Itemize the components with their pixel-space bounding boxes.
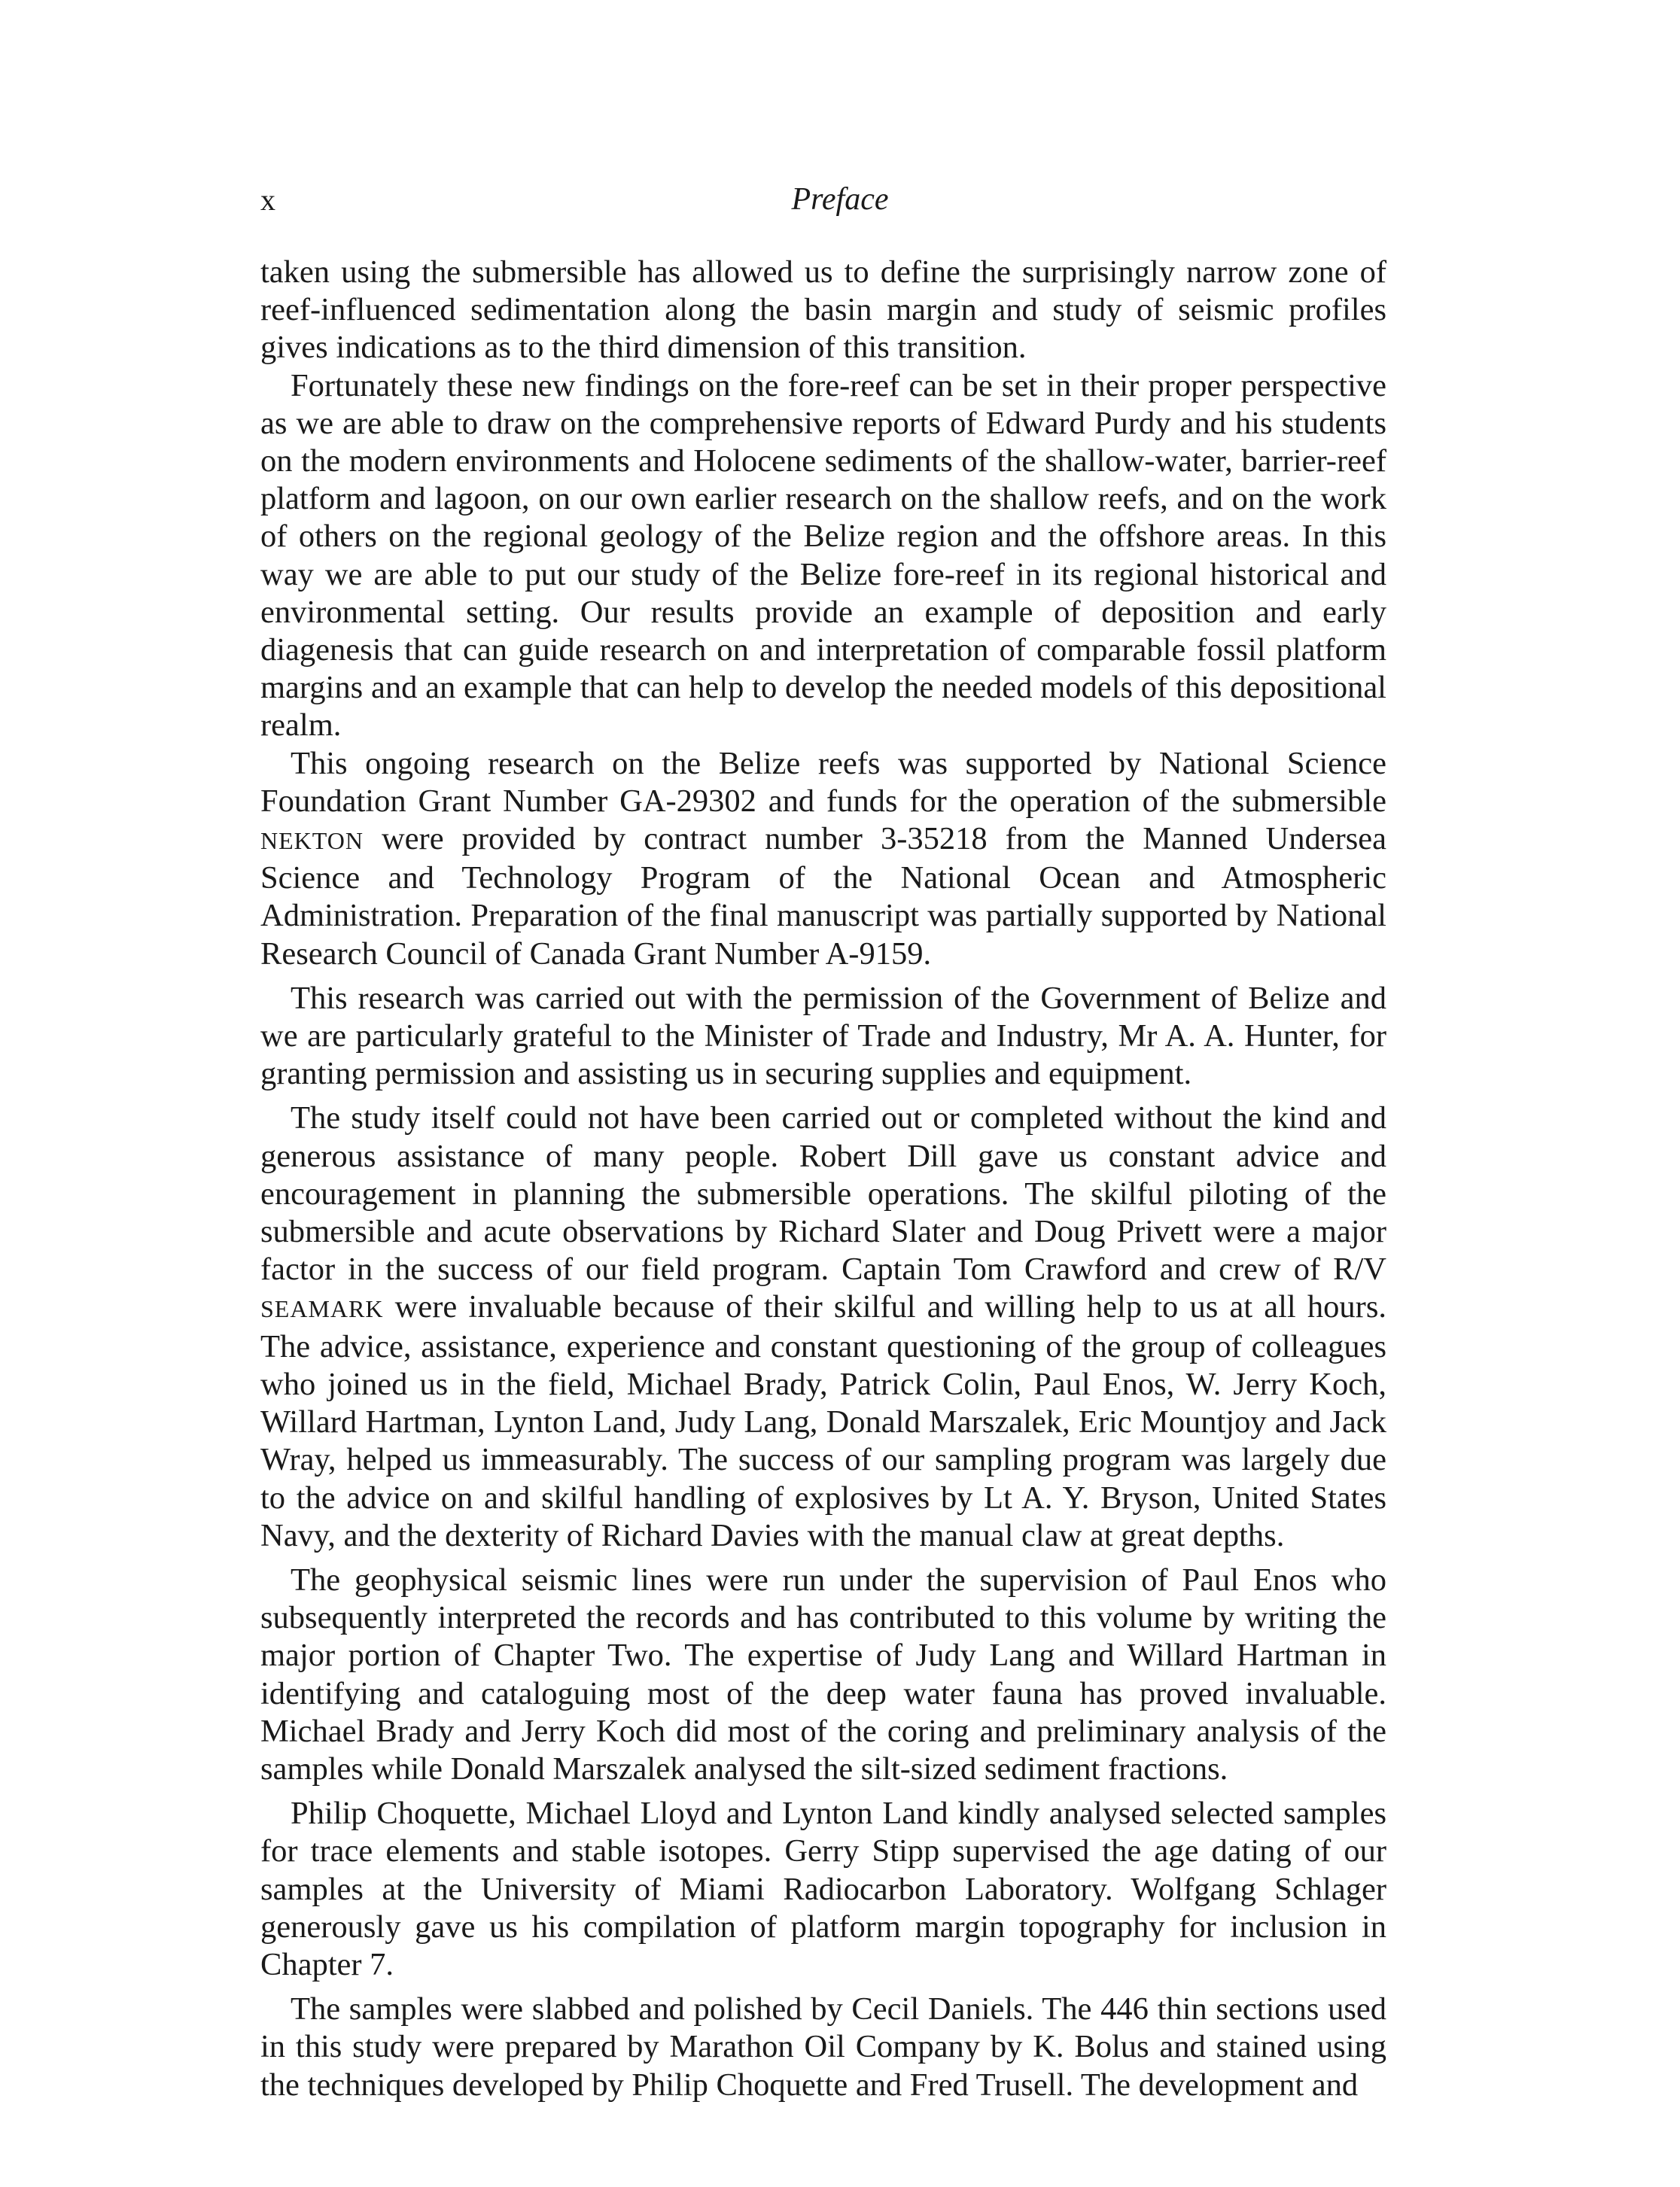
paragraph-5 xyxy=(260,1100,1386,1554)
page-number: x xyxy=(260,183,275,217)
paragraph-3-text-a: This ongoing research on the Belize reefs was supported by National Science Foundation Grant Number GA-29302 and funds for the operation of the submersible xyxy=(260,745,1386,819)
paragraph-3-text-b: were provided by contract number 3-35218 from the Manned Undersea Science and Technology Program of the National Ocean and Atmospheric Administration. Preparation of the final manuscript was partially supported by National Research Council of Canada Grant Number A-9159. xyxy=(260,821,1386,972)
paragraph-6: The geophysical seismic lines were run under the supervision of Paul Enos who subsequently interpreted the records and has contributed to this volume by writing the major portion of Chapter Two. The expertise of Judy Lang and Willard Hartman in identifying and cataloguing most of the deep water fauna has proved invaluable. Michael Brady and Jerry Koch did most of the coring and preliminary analysis of the samples while Donald Marszalek analysed the silt-sized sediment fractions. xyxy=(260,1562,1386,1787)
paragraph-5-text-b: were invaluable because of their skilful and willing help to us at all hours. The advice, assistance, experience and constant questioning of the group of colleagues who joined us in the field, Michael Brady, Patrick Colin, Paul Enos, W. Jerry Koch, Willard Hartman, Lynton Land, Judy Lang, Donald Marszalek, Eric Mountjoy and Jack Wray, helped us immeasurably. The success of our sampling program was largely due to the advice on and skilful handling of explosives by Lt A. Y. Bryson, United States Navy, and the dexterity of Richard Davies with the manual claw at great depths. xyxy=(260,1289,1386,1553)
paragraph-5-text-a: The study itself could not have been carried out or completed without the kind and generous assistance of many people. Robert Dill gave us constant advice and encouragement in planning the submersible operations. The skilful piloting of the submersible and acute observations by Richard Slater and Doug Privett were a major factor in the success of our field program. Captain Tom Crawford and crew of R/V xyxy=(260,1100,1386,1288)
preface-body xyxy=(260,254,1386,2104)
vessel-name-nekton: NEKTON xyxy=(260,827,364,855)
paragraph-3 xyxy=(260,745,1386,973)
paragraph-4: This research was carried out with the permission of the Government of Belize and we are particularly grateful to the Minister of Trade and Industry, Mr A. A. Hunter, for granting permission and assisting us in securing supplies and equipment. xyxy=(260,980,1386,1092)
paragraph-7: Philip Choquette, Michael Lloyd and Lynton Land kindly analysed selected samples for trace elements and stable isotopes. Gerry Stipp supervised the age dating of our samples at the University of Miami Radiocarbon Laboratory. Wolfgang Schlager generously gave us his compilation of platform margin topography for inclusion in Chapter 7. xyxy=(260,1796,1386,1982)
paragraph-8: The samples were slabbed and polished by Cecil Daniels. The 446 thin sections used in this study were prepared by Marathon Oil Company by K. Bolus and stained using the techniques developed by Philip Choquette and Fred Trusell. The development and xyxy=(260,1991,1386,2103)
running-title: Preface xyxy=(791,182,889,217)
paragraph-2: Fortunately these new findings on the fore-reef can be set in their proper perspective as we are able to draw on the comprehensive reports of Edward Purdy and his students on the modern environments and Holocene sediments of the shallow-water, barrier-reef platform and lagoon, on our own earlier research on the shallow reefs, and on the work of others on the regional geology of the Belize region and the offshore areas. In this way we are able to put our study of the Belize fore-reef in its regional historical and environmental setting. Our results provide an example of deposition and early diagenesis that can guide research on and interpretation of comparable fossil platform margins and an example that can help to develop the needed models of this depositional realm. xyxy=(260,367,1386,744)
vessel-name-seamark: SEAMARK xyxy=(260,1295,384,1323)
paragraph-1: taken using the submersible has allowed us to define the surprisingly narrow zone of reef-influenced sedimentation along the basin margin and study of seismic profiles gives indications as to the third dimension of this transition. xyxy=(260,254,1386,366)
